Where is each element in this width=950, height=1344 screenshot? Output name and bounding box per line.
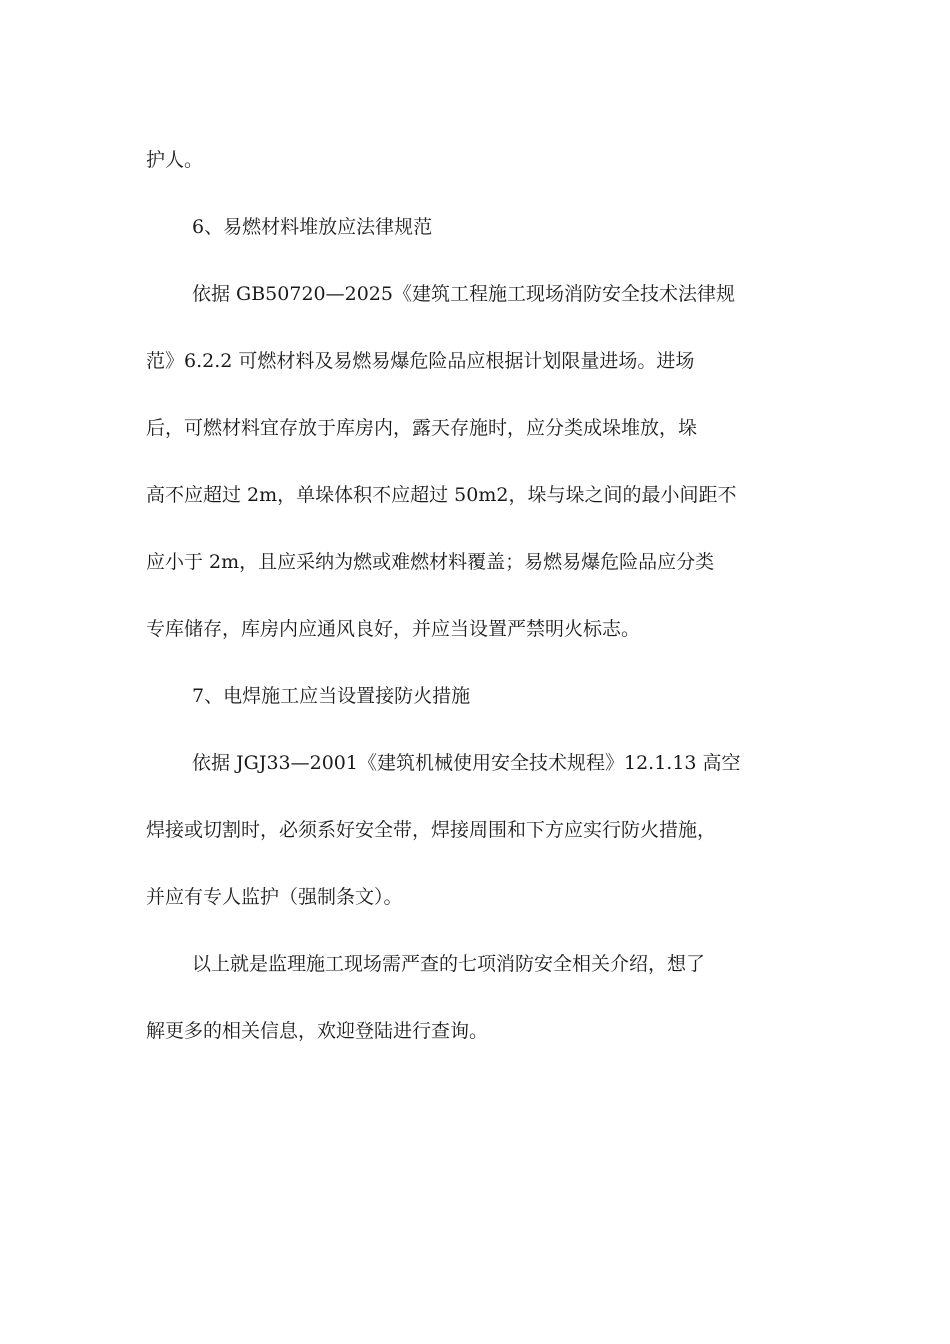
text-line: 高不应超过 2m，单垛体积不应超过 50m2，垛与垛之间的最小间距不 xyxy=(146,484,737,506)
text-line: 并应有专人监护（强制条文）。 xyxy=(146,886,403,908)
text-line: 以上就是监理施工现场需严查的七项消防安全相关介绍，想了 xyxy=(192,953,706,975)
text-line: 后，可燃材料宜存放于库房内，露天存施时，应分类成垛堆放，垛 xyxy=(146,417,698,439)
document-body xyxy=(146,127,806,1065)
text-line: 依据 JGJ33—2001《建筑机械使用安全技术规程》12.1.13 高空 xyxy=(192,752,741,774)
section-heading-7: 7、电焊施工应当设置接防火措施 xyxy=(192,685,471,707)
text-line: 应小于 2m，且应采纳为燃或难燃材料覆盖；易燃易爆危险品应分类 xyxy=(146,551,715,573)
section-heading-6: 6、易燃材料堆放应法律规范 xyxy=(192,216,433,238)
text-line: 焊接或切割时，必须系好安全带，焊接周围和下方应实行防火措施， xyxy=(146,819,717,841)
text-line: 护人。 xyxy=(146,149,204,171)
text-line: 解更多的相关信息，欢迎登陆进行查询。 xyxy=(146,1020,489,1042)
text-line: 范》6.2.2 可燃材料及易燃易爆危险品应根据计划限量进场。进场 xyxy=(146,350,695,372)
text-line: 专库储存，库房内应通风良好，并应当设置严禁明火标志。 xyxy=(146,618,641,640)
text-line: 依据 GB50720—2025《建筑工程施工现场消防安全技术法律规 xyxy=(192,283,735,305)
